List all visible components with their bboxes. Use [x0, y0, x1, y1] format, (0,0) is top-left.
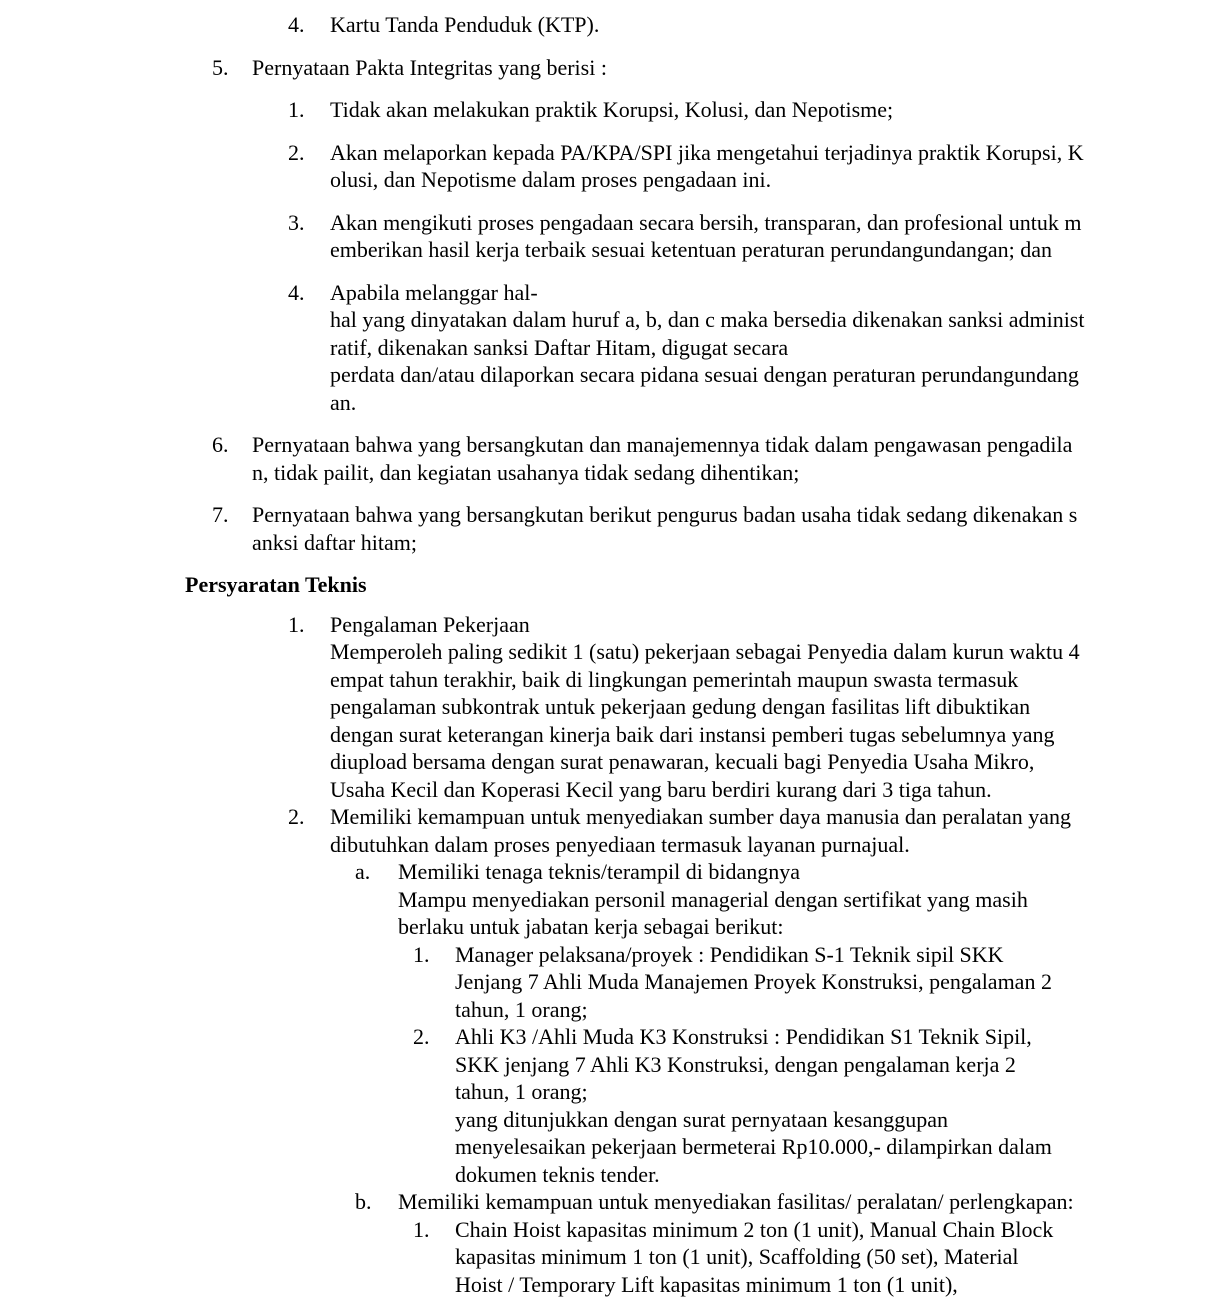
list-item-line: Manager pelaksana/proyek : Pendidikan S-1 Teknik sipil SKK	[455, 941, 1004, 967]
list-item	[0, 11, 1224, 39]
list-item-line: Akan melaporkan kepada PA/KPA/SPI jika mengetahui terjadinya praktik Korupsi, K	[330, 139, 1084, 165]
list-item-line: tahun, 1 orang;	[455, 996, 588, 1022]
list-item-line: Pernyataan bahwa yang bersangkutan berikut pengurus badan usaha tidak sedang dikenakan s	[252, 502, 1078, 527]
list-item	[0, 209, 1224, 264]
list-item-marker: 2.	[288, 139, 305, 165]
list-item-line: empat tahun terakhir, baik di lingkungan pemerintah maupun swasta termasuk	[330, 666, 1019, 692]
list-item-line: Pernyataan bahwa yang bersangkutan dan manajemennya tidak dalam pengawasan pengadila	[252, 432, 1073, 457]
list-item-line: yang ditunjukkan dengan surat pernyataan kesanggupan	[455, 1106, 949, 1132]
list-item-line: Apabila melanggar hal-	[330, 279, 538, 305]
list-item-marker: 1.	[288, 97, 305, 122]
list-item	[0, 279, 1224, 417]
list-item-line: diupload bersama dengan surat penawaran, kecuali bagi Penyedia Usaha Mikro,	[330, 749, 1035, 774]
list-item-line: anksi daftar hitam;	[252, 529, 417, 555]
list-item-text	[330, 11, 599, 39]
list-item-marker: 4.	[288, 12, 305, 37]
list-item-text	[455, 941, 1052, 1024]
section-heading-persyaratan-teknis: Persyaratan Teknis	[185, 572, 367, 597]
list-item-line: Chain Hoist kapasitas minimum 2 ton (1 unit), Manual Chain Block	[455, 1216, 1054, 1242]
list-item-marker: 5.	[212, 54, 229, 80]
list-item-marker: 2.	[288, 804, 305, 829]
list-item-line: Memperoleh paling sedikit 1 (satu) pekerjaan sebagai Penyedia dalam kurun waktu 4	[330, 639, 1080, 664]
list-item-text	[330, 96, 893, 124]
list-item-marker: 3.	[288, 209, 305, 235]
list-item-line: Pernyataan Pakta Integritas yang berisi :	[252, 54, 607, 80]
list-item-line: Memiliki kemampuan untuk menyediakan sumber daya manusia dan peralatan yang	[330, 804, 1072, 829]
list-item-line: Kartu Tanda Penduduk (KTP).	[330, 12, 600, 37]
list-item	[0, 501, 1224, 556]
list-item-line: dokumen teknis tender.	[455, 1161, 660, 1187]
list-item-marker: 7.	[212, 502, 229, 527]
list-item	[0, 803, 1224, 858]
list-item-text	[455, 1216, 1053, 1299]
list-item-line: n, tidak pailit, dan kegiatan usahanya tidak sedang dihentikan;	[252, 459, 800, 485]
list-item-line: tahun, 1 orang;	[455, 1079, 588, 1104]
admin-requirements-list	[0, 11, 1224, 556]
list-item-marker: 1.	[288, 611, 305, 637]
list-item	[0, 1216, 1224, 1299]
list-item-line: berlaku untuk jabatan kerja sebagai berikut:	[398, 914, 784, 939]
list-item-line: ratif, dikenakan sanksi Daftar Hitam, digugat secara	[330, 334, 789, 360]
list-item-line: Memiliki tenaga teknis/terampil di bidangnya	[398, 859, 801, 884]
list-item-marker: b.	[355, 1189, 372, 1214]
list-item-line: Tidak akan melakukan praktik Korupsi, Kolusi, dan Nepotisme;	[330, 97, 894, 122]
technical-requirements-list	[0, 611, 1224, 1299]
list-item-marker: 4.	[288, 279, 305, 305]
list-item-line: Hoist / Temporary Lift kapasitas minimum 1 ton (1 unit),	[455, 1271, 958, 1297]
list-item-line: Usaha Kecil dan Koperasi Kecil yang baru berdiri kurang dari 3 tiga tahun.	[330, 776, 992, 802]
list-item-text	[398, 858, 1028, 941]
list-item-line: menyelesaikan pekerjaan bermeterai Rp10.000,- dilampirkan dalam	[455, 1134, 1052, 1159]
list-item	[0, 96, 1224, 124]
list-item-text	[330, 611, 1080, 804]
list-item-line: olusi, dan Nepotisme dalam proses pengadaan ini.	[330, 167, 772, 192]
list-item-line: Jenjang 7 Ahli Muda Manajemen Proyek Konstruksi, pengalaman 2	[455, 969, 1052, 994]
list-item-text	[398, 1188, 1074, 1216]
list-item-line: dengan surat keterangan kinerja baik dari instansi pemberi tugas sebelumnya yang	[330, 721, 1055, 747]
list-item	[0, 941, 1224, 1024]
list-item-line: Ahli K3 /Ahli Muda K3 Konstruksi : Pendidikan S1 Teknik Sipil,	[455, 1024, 1032, 1049]
list-item-marker: 6.	[212, 432, 229, 457]
list-item-line: pengalaman subkontrak untuk pekerjaan gedung dengan fasilitas lift dibuktikan	[330, 694, 1031, 719]
list-item	[0, 139, 1224, 194]
list-item-line: Memiliki kemampuan untuk menyediakan fasilitas/ peralatan/ perlengkapan:	[398, 1189, 1074, 1214]
list-item-line: kapasitas minimum 1 ton (1 unit), Scaffolding (50 set), Material	[455, 1244, 1019, 1269]
list-item-marker: 2.	[413, 1024, 430, 1049]
list-item-text	[330, 209, 1081, 264]
list-item-line: Mampu menyediakan personil managerial dengan sertifikat yang masih	[398, 886, 1028, 912]
list-item-line: emberikan hasil kerja terbaik sesuai ketentuan peraturan perundangundangan; dan	[330, 237, 1053, 262]
list-item	[0, 611, 1224, 804]
list-item-line: perdata dan/atau dilaporkan secara pidana sesuai dengan peraturan perundangundang	[330, 362, 1079, 387]
list-item	[0, 54, 1224, 82]
list-item-text	[330, 803, 1071, 858]
list-item-text	[330, 279, 1084, 417]
list-item-text	[252, 501, 1077, 556]
list-item-text	[330, 139, 1084, 194]
list-item	[0, 858, 1224, 941]
list-item-line: Pengalaman Pekerjaan	[330, 611, 530, 637]
list-item	[0, 1188, 1224, 1216]
list-item	[0, 1023, 1224, 1188]
list-item-marker: 1.	[413, 1216, 430, 1242]
list-item-marker: a.	[355, 859, 371, 884]
list-item	[0, 431, 1224, 486]
list-item-line: SKK jenjang 7 Ahli K3 Konstruksi, dengan pengalaman kerja 2	[455, 1051, 1016, 1077]
list-item-line: dibutuhkan dalam proses penyediaan termasuk layanan purnajual.	[330, 831, 910, 857]
list-item-marker: 1.	[413, 941, 430, 967]
list-item-line: hal yang dinyatakan dalam huruf a, b, dan c maka bersedia dikenakan sanksi administ	[330, 307, 1085, 332]
list-item-text	[252, 54, 607, 82]
list-item-text	[252, 431, 1072, 486]
list-item-line: Akan mengikuti proses pengadaan secara bersih, transparan, dan profesional untuk m	[330, 209, 1082, 235]
list-item-line: an.	[330, 389, 357, 415]
list-item-text	[455, 1023, 1052, 1188]
